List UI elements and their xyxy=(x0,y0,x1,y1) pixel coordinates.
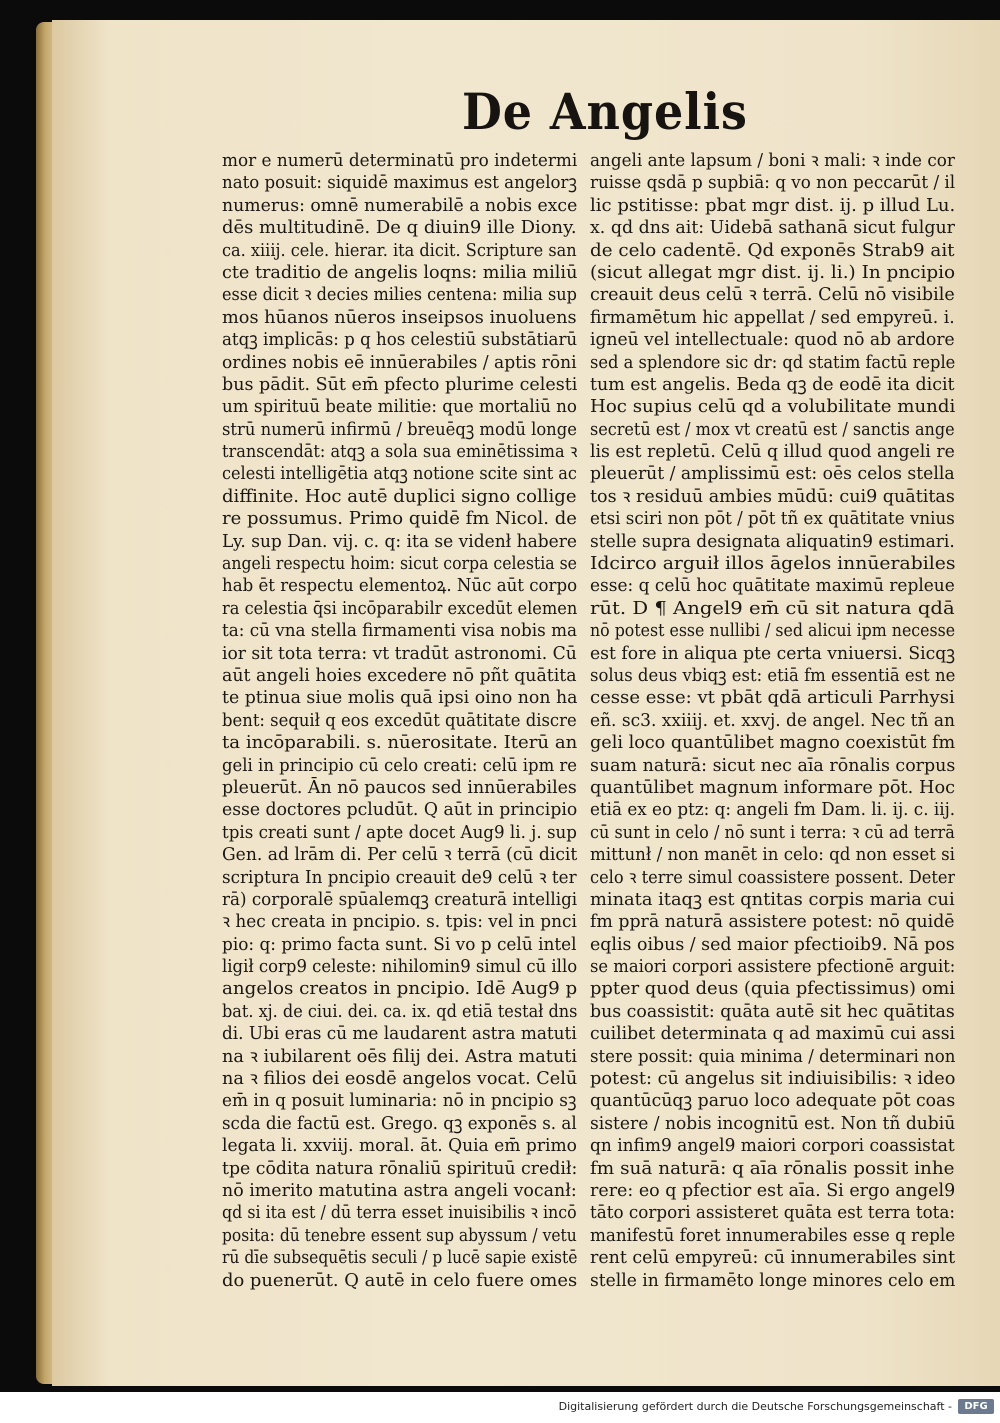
text-line: potest: cū angelus sit indiuisibilis: ꝛ ideo xyxy=(590,1068,955,1090)
text-line: cuilibet determinata q ad maximū cui assi xyxy=(590,1023,955,1045)
text-line: sistere / nobis incognitū est. Non tñ dubiū xyxy=(590,1112,955,1134)
text-line: ior sit tota terra: vt tradūt astronomi. Cū xyxy=(222,642,577,664)
text-line: legata li. xxviij. moral. āt. Quia em̄ primo xyxy=(222,1135,577,1157)
text-line: Hoc supius celū qd a volubilitate mundi xyxy=(590,396,955,418)
text-line: angeli ante lapsum / boni ꝛ mali: ꝛ inde cor xyxy=(590,150,955,171)
text-line: te ptinua siue molis quā ipsi oino non ha xyxy=(222,687,577,709)
text-line: tāto corpori assisteret quāta est terra tota: xyxy=(590,1202,955,1224)
text-line: quantūcūqꝫ paruo loco adequate pōt coas xyxy=(590,1090,955,1112)
text-line: lic pstitisse: pbat mgr dist. ij. p illud Lu. xyxy=(590,194,955,216)
page-title: De Angelis xyxy=(462,82,748,141)
text-line: quantūlibet magnum informare pōt. Hoc xyxy=(590,776,955,798)
text-line: na ꝛ filios dei eosdē angelos vocat. Celū xyxy=(222,1068,577,1090)
text-line: tos ꝛ residuū ambies mūdū: cui9 quātitas xyxy=(590,485,955,507)
text-line: do puenerūt. Q autē in celo fuere omes xyxy=(222,1269,577,1291)
text-line: numerus: omnē numerabilē a nobis exce xyxy=(222,194,577,216)
text-line: cū sunt in celo / nō sunt i terra: ꝛ cū ad terrā xyxy=(590,821,955,843)
text-line: (sicut allegat mgr dist. ij. li.) In pncipio xyxy=(590,261,955,283)
text-line: rū dīe subsequētis seculi / p lucē sapie existē xyxy=(222,1247,577,1269)
dfg-logo-icon: DFG xyxy=(958,1399,994,1414)
text-line: em̄ in q posuit luminaria: nō in pncipio sꝫ xyxy=(222,1090,577,1112)
text-line: atqꝫ implicās: p q hos celestiū substātiarū xyxy=(222,329,577,351)
text-line: eñ. sc3. xxiiij. et. xxvj. de angel. Nec tñ an xyxy=(590,709,955,731)
text-line: qn infim9 angel9 maiori corpori coassistat xyxy=(590,1135,955,1157)
text-line: stere possit: quia minima / determinari non xyxy=(590,1045,955,1067)
text-line: bent: sequił q eos excedūt quātitate discre xyxy=(222,709,577,731)
text-line: scriptura In pncipio creauit de9 celū ꝛ ter xyxy=(222,866,577,888)
text-line: na ꝛ iubilarent oēs filij dei. Astra matuti xyxy=(222,1045,577,1067)
text-line: secretū est / mox vt creatū est / sanctis ange xyxy=(590,418,955,440)
text-line: cte traditio de angelis loqns: milia miliū xyxy=(222,261,577,283)
text-line: solus deus vbiqꝫ est: etiā fm essentiā est ne xyxy=(590,664,955,686)
text-line: cesse esse: vt pbāt qdā articuli Parrhysi xyxy=(590,687,955,709)
text-line: rā) corporalē spūalemqꝫ creaturā intelligi xyxy=(222,888,577,910)
text-line: rūt. D ¶ Angel9 em̄ cū sit natura qdā xyxy=(590,597,955,619)
text-line: manifestū foret innumerabiles esse q reple xyxy=(590,1224,955,1246)
text-line: ruisse qsdā p supbiā: q vo non peccarūt / il xyxy=(590,172,955,194)
text-line: ta incōparabili. s. nūerositate. Iterū an xyxy=(222,732,577,754)
text-line: dēs multitudinē. De q diuin9 ille Diony. xyxy=(222,217,577,239)
text-line: pleuerūt / amplissimū est: oēs celos stella xyxy=(590,463,955,485)
text-line: esse: q celū hoc quātitate maximū repleue xyxy=(590,575,955,597)
text-line: eqlis oibus / sed maior pfectioib9. Nā pos xyxy=(590,933,955,955)
text-column-left xyxy=(222,150,577,1292)
text-line: creauit deus celū ꝛ terrā. Celū nō visibile xyxy=(590,284,955,306)
text-line: angelos creatos in pncipio. Idē Aug9 p xyxy=(222,978,577,1000)
text-line: bus coassistit: quāta autē sit hec quātitas xyxy=(590,1000,955,1022)
text-line: celo ꝛ terre simul coassistere possent. Deter xyxy=(590,866,955,888)
text-line: tpis creati sunt / apte docet Aug9 li. j. sup xyxy=(222,821,577,843)
text-line: Ly. sup Dan. vij. c. q: ita se videnł habere xyxy=(222,530,577,552)
text-line: ligił corp9 celeste: nihilomin9 simul cū illo xyxy=(222,956,577,978)
text-line: mos hūanos nūeros inseipsos inuoluens xyxy=(222,306,577,328)
text-line: ordines nobis eē innūerabiles / aptis rōni xyxy=(222,351,577,373)
text-line: fm suā naturā: q aīa rōnalis possit inhe xyxy=(590,1157,955,1179)
text-line: mor e numerū determinatū pro indetermi xyxy=(222,150,577,171)
text-line: ppter quod deus (quia pfectissimus) omi xyxy=(590,978,955,1000)
text-line: Gen. ad lrām di. Per celū ꝛ terrā (cū dicit xyxy=(222,844,577,866)
text-line: angeli respectu hoim: sicut corpa celestia se xyxy=(222,553,577,575)
text-line: est fore in aliqua pte certa vniuersi. Sicqꝫ xyxy=(590,642,955,664)
footer-bar xyxy=(0,1392,1000,1423)
text-line: diffinite. Hoc autē duplici signo collige xyxy=(222,485,577,507)
text-line: bus pādit. Sūt em̄ pfecto plurime celesti xyxy=(222,373,577,395)
text-line: tpe cōdita natura rōnaliū spirituū credił: xyxy=(222,1157,577,1179)
text-line: scda die factū est. Grego. qꝫ exponēs s. al xyxy=(222,1112,577,1134)
text-line: nato posuit: siquidē maximus est angelorꝫ xyxy=(222,172,577,194)
text-line: suam naturā: sicut nec aīa rōnalis corpus xyxy=(590,754,955,776)
text-line: strū numerū infirmū / breuēqꝫ modū longe xyxy=(222,418,577,440)
text-line: aūt angeli hoies excedere nō pñt quātita xyxy=(222,664,577,686)
text-line: ra celestia q̄si incōparabilr excedūt elemen xyxy=(222,597,577,619)
text-line: etiā ex eo ptz: q: angeli fm Dam. li. ij. c. iij. xyxy=(590,799,955,821)
text-line: pleuerūt. Ān nō paucos sed innūerabiles xyxy=(222,776,577,798)
text-line: transcendāt: atqꝫ a sola sua eminētissima ꝛ xyxy=(222,441,577,463)
text-line: ta: cū vna stella firmamenti visa nobis ma xyxy=(222,620,577,642)
text-line: geli loco quantūlibet magno coexistūt fm xyxy=(590,732,955,754)
text-line: qd si ita est / dū terra esset inuisibilis ꝛ incō xyxy=(222,1202,577,1224)
text-line: hab ēt respectu elementoꝝ. Nūc aūt corpo xyxy=(222,575,577,597)
text-line: igneū vel intellectuale: quod nō ab ardore xyxy=(590,329,955,351)
text-line: re possumus. Primo quidē fm Nicol. de xyxy=(222,508,577,530)
text-line: um spirituū beate militie: que mortaliū no xyxy=(222,396,577,418)
text-line: esse dicit ꝛ decies milies centena: milia sup xyxy=(222,284,577,306)
text-line: esse doctores pcludūt. Q aūt in principio xyxy=(222,799,577,821)
text-line: tum est angelis. Beda qꝫ de eodē ita dicit xyxy=(590,373,955,395)
footer-credit: Digitalisierung gefördert durch die Deutsche Forschungsgemeinschaft - xyxy=(558,1400,952,1413)
text-line: de celo cadentē. Qd exponēs Strab9 ait xyxy=(590,239,955,261)
text-line: etsi sciri non pōt / pōt tñ ex quātitate vnius xyxy=(590,508,955,530)
text-line: sed a splendore sic dr: qd statim factū reple xyxy=(590,351,955,373)
text-line: ca. xiiij. cele. hierar. ita dicit. Scripture san xyxy=(222,239,577,261)
text-line: se maiori corpori assistere pfectionē arguit: xyxy=(590,956,955,978)
text-line: fm pprā naturā assistere potest: nō quidē xyxy=(590,911,955,933)
text-line: rent celū empyreū: cū innumerabiles sint xyxy=(590,1247,955,1269)
text-line: minata itaqꝫ est qntitas corpis maria cui xyxy=(590,888,955,910)
text-line: mittunł / non manēt in celo: qd non esset si xyxy=(590,844,955,866)
text-line: geli in principio cū celo creati: celū ipm re xyxy=(222,754,577,776)
text-column-right xyxy=(590,150,955,1292)
text-line: firmamētum hic appellat / sed empyreū. i. xyxy=(590,306,955,328)
text-line: nō imerito matutina astra angeli vocanł: xyxy=(222,1179,577,1201)
text-line: stelle supra designata aliquatin9 estimari. xyxy=(590,530,955,552)
text-line: pio: q: primo facta sunt. Si vo p celū intel xyxy=(222,933,577,955)
text-line: Idcirco arguił illos āgelos innūerabiles xyxy=(590,553,955,575)
text-line: lis est repletū. Celū q illud quod angeli re xyxy=(590,441,955,463)
text-line: stelle in firmamēto longe minores celo em xyxy=(590,1269,955,1291)
text-line: rere: eo q pfectior est aīa. Si ergo angel9 xyxy=(590,1179,955,1201)
text-line: posita: dū tenebre essent sup abyssum / vetu xyxy=(222,1224,577,1246)
text-line: bat. xj. de ciui. dei. ca. ix. qd etiā testał dns xyxy=(222,1000,577,1022)
text-line: ꝛ hec creata in pncipio. s. tpis: vel in pnci xyxy=(222,911,577,933)
text-line: nō potest esse nullibi / sed alicui ipm necesse xyxy=(590,620,955,642)
text-line: celesti intelligētia atqꝫ notione scite sint ac xyxy=(222,463,577,485)
text-line: x. qd dns ait: Uidebā sathanā sicut fulgur xyxy=(590,217,955,239)
text-line: di. Ubi eras cū me laudarent astra matuti xyxy=(222,1023,577,1045)
